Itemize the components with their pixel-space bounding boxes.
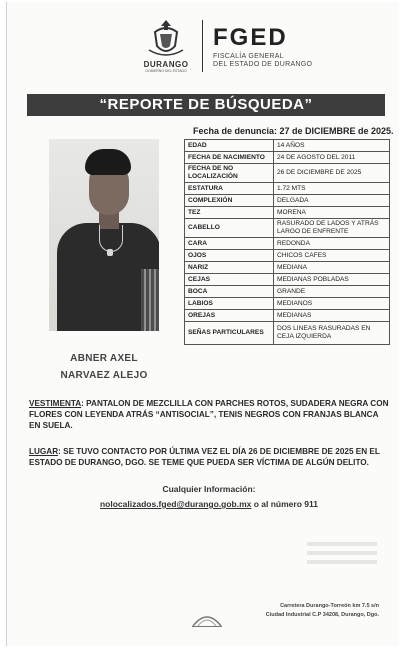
arch-emblem-icon	[190, 608, 224, 628]
lugar-text: : SE TUVO CONTACTO POR ÚLTIMA VEZ EL DÍA 26 DE DICIEMBRE DE 2025 EN EL ESTADO DE DURANGO, DGO. SE TEME QUE PUEDA SER VÍCTIMA DE ALGÚN DELITO.	[29, 447, 380, 467]
details-row	[185, 164, 390, 183]
footer-address-line1: Carretera Durango-Torreón km 7.5 s/n	[280, 603, 379, 609]
details-key: NARIZ	[185, 262, 274, 274]
details-key: TEZ	[185, 207, 274, 219]
details-value: MORENA	[274, 207, 390, 219]
details-key: ESTATURA	[185, 183, 274, 195]
details-key: FECHA DE NO LOCALIZACIÓN	[185, 164, 274, 183]
details-row	[185, 250, 390, 262]
fged-title: FGED	[213, 24, 288, 51]
details-row	[185, 322, 390, 345]
info-title: Cualquier Información:	[162, 484, 256, 494]
details-key: FECHA DE NACIMIENTO	[185, 152, 274, 164]
details-row	[185, 298, 390, 310]
footer-address	[266, 602, 379, 620]
details-row	[185, 152, 390, 164]
vestimenta-label: VESTIMENTA	[29, 399, 82, 408]
details-key: LABIOS	[185, 298, 274, 310]
contact-phone-text: o al número 911	[251, 499, 318, 509]
details-row	[185, 219, 390, 238]
details-value: MEDIANOS	[274, 298, 390, 310]
durango-sublabel: GOBIERNO DEL ESTADO	[145, 69, 187, 73]
header-divider	[202, 20, 203, 72]
person-name-line2: NARVAEZ ALEJO	[60, 370, 148, 381]
details-key: CARA	[185, 238, 274, 250]
person-name	[49, 350, 159, 384]
details-key: OJOS	[185, 250, 274, 262]
details-value: CHICOS CAFES	[274, 250, 390, 262]
vestimenta-text: : PANTALON DE MEZCLILLA CON PARCHES ROTOS, SUDADERA NEGRA CON FLORES CON LEYENDA ATRÁS “ANTISOCIAL”, TENIS NEGROS CON FRANJAS BLANCA EN SUELA.	[29, 399, 389, 430]
details-key: CABELLO	[185, 219, 274, 238]
details-row	[185, 140, 390, 152]
details-row	[185, 183, 390, 195]
footer-address-line2: Ciudad Industrial C.P 34208, Durango, Dgo.	[265, 612, 379, 618]
details-value: DOS LINEAS RASURADAS EN CEJA IZQUIERDA	[274, 322, 390, 345]
details-key: SEÑAS PARTICULARES	[185, 322, 274, 345]
details-row	[185, 238, 390, 250]
details-value: MEDIANAS POBLADAS	[274, 274, 390, 286]
details-row	[185, 262, 390, 274]
details-value: 26 DE DICIEMBRE DE 2025	[274, 164, 390, 183]
lugar-paragraph	[29, 446, 391, 468]
contact-email-link[interactable]: nolocalizados.fged@durango.gob.mx	[99, 499, 252, 509]
details-value: 24 DE AGOSTO DEL 2011	[274, 152, 390, 164]
details-table	[184, 139, 390, 345]
durango-label: DURANGO	[143, 60, 189, 69]
person-name-line1: ABNER AXEL	[70, 353, 138, 364]
details-row	[185, 310, 390, 322]
contact-line	[7, 499, 404, 509]
document-page	[6, 2, 399, 646]
details-key: BOCA	[185, 286, 274, 298]
fged-line2: DEL ESTADO DE DURANGO	[213, 61, 313, 68]
report-title: “REPORTE DE BÚSQUEDA”	[27, 94, 385, 116]
missing-person-photo	[49, 139, 159, 331]
details-key: EDAD	[185, 140, 274, 152]
details-value: REDONDA	[274, 238, 390, 250]
details-key: OREJAS	[185, 310, 274, 322]
fged-logo	[213, 26, 323, 69]
details-value: MEDIANA	[274, 262, 390, 274]
details-value: DELGADA	[274, 195, 390, 207]
details-row	[185, 274, 390, 286]
details-row	[185, 195, 390, 207]
details-key: CEJAS	[185, 274, 274, 286]
bleed-through-marks	[307, 542, 377, 582]
details-value: RASURADO DE LADOS Y ATRÁS LARGO DE ENFRENTE	[274, 219, 390, 238]
lugar-label: LUGAR	[29, 447, 59, 456]
details-value: 1.72 MTS	[274, 183, 390, 195]
durango-logo	[135, 16, 197, 74]
durango-crest-icon	[135, 16, 197, 60]
details-value: GRANDE	[274, 286, 390, 298]
details-key: COMPLEXIÓN	[185, 195, 274, 207]
fecha-denuncia: Fecha de denuncia: 27 de DICIEMBRE de 2025.	[193, 126, 394, 136]
fged-line1: FISCALÍA GENERAL	[213, 53, 284, 60]
details-row	[185, 286, 390, 298]
details-value: MEDIANAS	[274, 310, 390, 322]
details-row	[185, 207, 390, 219]
details-value: 14 AÑOS	[274, 140, 390, 152]
vestimenta-paragraph	[29, 398, 391, 431]
